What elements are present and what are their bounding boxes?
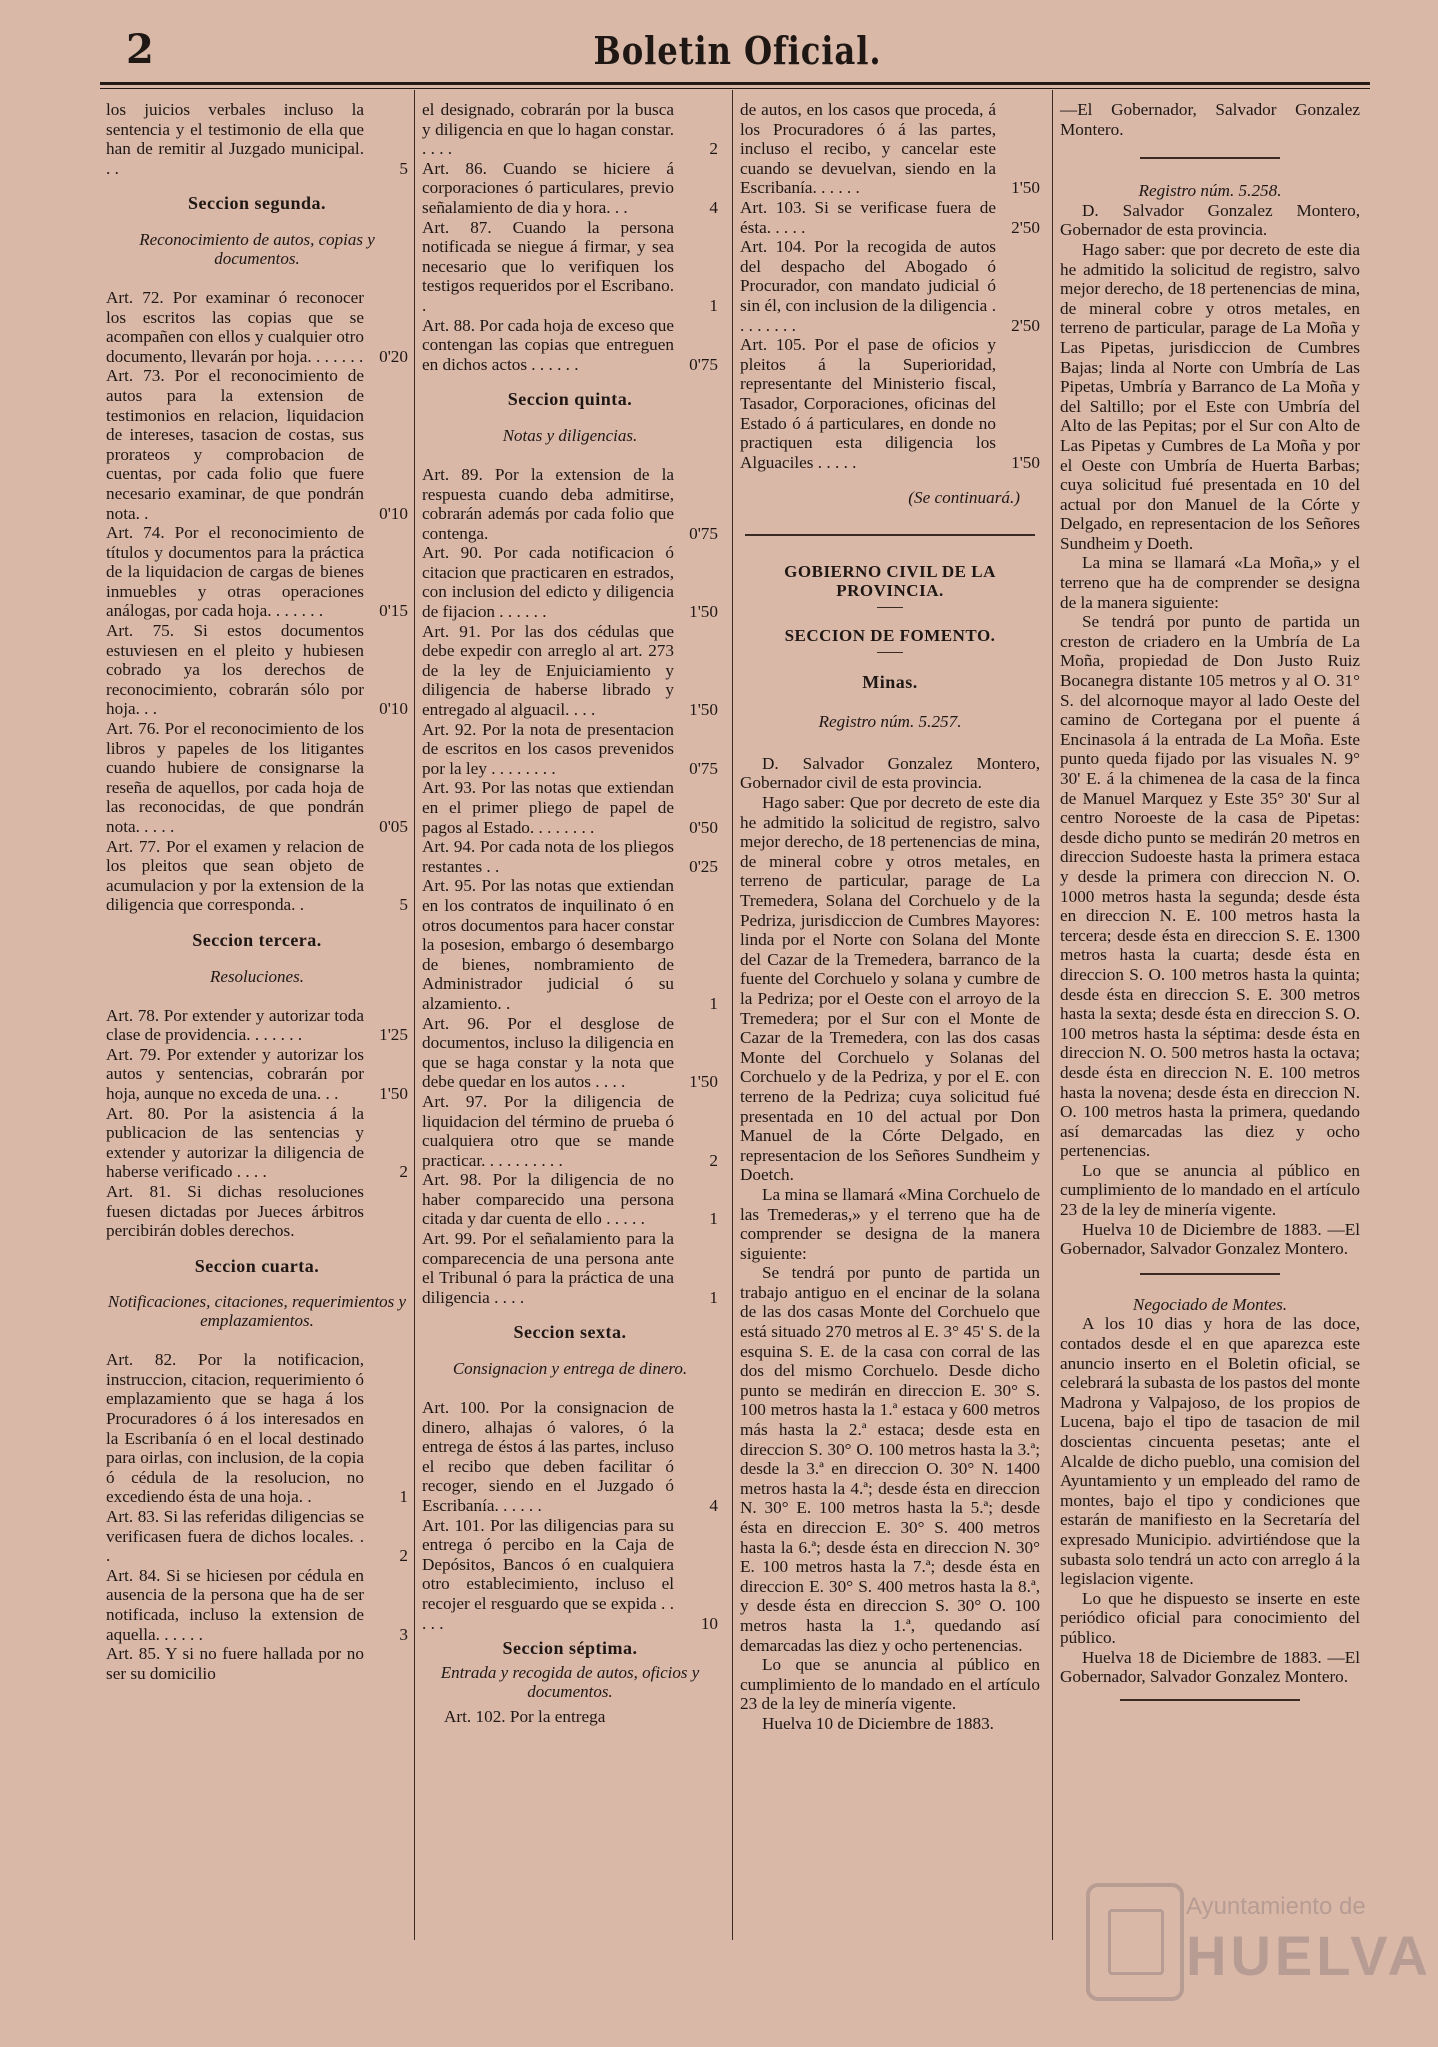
fee-text: Art. 82. Por la notificacion, instruccion, citacion, requerimiento ó emplazamiento que se haga á los Procuradores ó á los interesados en la Escribanía ó en el local destinado para oirlas, con inclusion, de la copia ó cédula de la resolucion, no excediendo ésta de una hoja. .	[106, 1350, 364, 1507]
section-subtitle: Resoluciones.	[210, 966, 304, 986]
section-subtitle: Notificaciones, citaciones, requerimientos y emplazamientos.	[107, 1292, 407, 1331]
fee-value: 5	[399, 895, 408, 915]
fee-item	[106, 366, 408, 523]
column-divider	[414, 90, 415, 1940]
fee-text: de autos, en los casos que proceda, á los Procuradores ó á las partes, incluso el recibo, y cancelar este cuando se devuelvan, siendo en la Escribanía. . . . . .	[740, 100, 996, 198]
section-subtitle: Reconocimiento de autos, copias y documentos.	[139, 229, 375, 268]
section-title: Seccion tercera.	[192, 929, 322, 950]
fee-item	[422, 720, 718, 779]
watermark-logo	[1086, 1873, 1432, 2013]
fee-text: Art. 104. Por la recogida de autos del despacho del Abogado ó Procurador, con mandato judicial ó sin él, con inclusion de la diligencia . . . . . . . .	[740, 237, 996, 335]
fee-text: Art. 89. Por la extension de la respuesta cuando deba admitirse, cobrarán además por cada folio que contenga.	[422, 464, 674, 543]
fee-item	[422, 316, 718, 375]
dash-rule	[877, 652, 903, 653]
header-rule-thin	[100, 88, 1370, 89]
column-divider	[1052, 90, 1053, 1940]
fee-value: 1'50	[689, 1072, 718, 1092]
notice-text	[1060, 201, 1360, 1259]
page-number: 2	[126, 26, 154, 73]
fee-list	[422, 100, 718, 374]
fee-item	[422, 1014, 718, 1092]
notice-paragraph: La mina se llamará «La Moña,» y el terreno que ha de comprender se designa de la manera siguiente:	[1060, 553, 1360, 612]
fee-text: Art. 100. Por la consignacion de dinero, alhajas ó valores, ó la entrega de éstos á las partes, incluso el recibo que deben facilitar ó recoger, siendo en el Juzgado ó Escribanía. . . . . .	[422, 1398, 674, 1515]
article-text: Art. 102. Por la entrega	[444, 1706, 606, 1726]
fee-value: 0'05	[379, 817, 408, 836]
fomento-heading: SECCION DE FOMENTO.	[784, 626, 996, 646]
fee-text: Art. 77. Por el examen y relacion de los pleitos que sean objeto de acumulacion y por la extension de la diligencia que corresponda. .	[106, 836, 364, 915]
fee-item	[422, 1516, 718, 1634]
column-3	[740, 100, 1040, 1734]
fee-text: Art. 88. Por cada hoja de exceso que contengan las copias que entreguen en dichos actos . . . . . .	[422, 315, 674, 374]
fee-item	[106, 1182, 408, 1241]
fee-text: Art. 90. Por cada notificacion ó citacion que practicaren en estrados, con inclusion del edicto y diligencia de fijacion . . . . . .	[422, 543, 674, 622]
column-4	[1060, 100, 1360, 1701]
column-1	[106, 100, 408, 1683]
continued-note: (Se continuará.)	[908, 488, 1020, 508]
fee-value: 2	[399, 1546, 408, 1566]
fee-list	[106, 1006, 408, 1241]
notice-paragraph: Huelva 10 de Diciembre de 1883. —El Gobernador, Salvador Gonzalez Montero.	[1060, 1219, 1360, 1259]
fee-item	[422, 543, 718, 621]
notice-text	[1060, 1314, 1360, 1686]
fee-value: 0'10	[379, 503, 408, 523]
fee-item	[422, 622, 718, 720]
fee-text: Art. 96. Por el desglose de documentos, incluso la diligencia en que se haga constar y la nota que debe quedar en los autos . . . .	[422, 1013, 674, 1092]
fee-value: 2'50	[1011, 315, 1040, 335]
fee-value: 1	[709, 1209, 718, 1229]
page-header	[110, 24, 1365, 80]
fee-text: Art. 85. Y si no fuere hallada por no ser su domicilio	[106, 1644, 364, 1683]
fee-value: 4	[709, 1496, 718, 1515]
fee-text: Art. 95. Por las notas que extiendan en los contratos de inquilinato ó en otros documentos para hacer constar la posesion, embargo ó desembargo de bienes, nombramiento de Administrador judicial ó su alzamiento. .	[422, 876, 674, 1013]
notice-paragraph: Hago saber: Que por decreto de este dia he admitido la solicitud de registro, salvo mejor derecho, de 18 pertenencias de mina, de mineral cobre y otros metales, en terreno de particular, parage de La Tremedera, Solana del Corchuelo y de la Pedriza, jurisdiccion de Cumbres Mayores: linda por el Norte con Solana del Monte del Cazar de la Tremedera, barranco de la fuente del Corchuelo y solana y cumbre de la Pedriza; por el Oeste con el arroyo de la Tremedera; por el Sur con el Monte de Cazar de la Tremedera, con las dos casas Monte del Corchuelo y Solanas del Corchuelo y de la Pedriza, y por el E. con terreno de la Pedriza; cuya solicitud fué presentada en 10 del actual por Don Manuel de la Córte Delgado, en representacion de los Señores Sundheim y Doetch.	[740, 793, 1040, 1185]
fee-item	[422, 465, 718, 543]
fee-text: Art. 86. Cuando se hiciere á corporaciones ó particulares, previo señalamiento de dia y hora. . .	[422, 158, 674, 217]
notice-paragraph: Se tendrá por punto de partida un creston de criadero en la Umbría de La Moña, propiedad de Don Justo Ruiz Bocanegra distante 105 metros y al O. 31° S. del alcornoque mayor al lado Oeste del camino de Cortegana por el puente á Encinasola á la entrada de La Moña. Este punto queda fijado por las visuales N. 9° 30' E. á la chimenea de la casa de la finca de Manuel Marquez y Este 35° 30' Sur al centro Noroeste de la casa de Pipetas: desde dicho punto se medirán 20 metros en direccion Sudoeste hasta la primera estaca y desde la primera con direccion N. O. 1000 metros hasta la segunda; desde ésta en direccion N. E. 100 metros hasta la tercera; desde ésta en direccion S. E. 1300 metros hasta la cuarta; desde ésta en direccion S. O. 100 metros hasta la quinta; desde ésta en direccion S. E. 300 metros hasta la sexta; desde ésta en direccion S. O. 100 metros hasta la séptima: desde ésta en direccion N. O. 500 metros hasta la octava; desde ésta en direccion N. E. 100 metros hasta la novena; desde ésta en direccion N. O. 100 metros hasta la primera, quedando así demarcadas las diez y ocho pertenencias.	[1060, 612, 1360, 1161]
notice-paragraph: Lo que he dispuesto se inserte en este periódico oficial para conocimiento del público.	[1060, 1588, 1360, 1647]
gobierno-heading: GOBIERNO CIVIL DE LA PROVINCIA.	[784, 561, 996, 601]
notice-paragraph: Huelva 10 de Diciembre de 1883.	[762, 1713, 994, 1733]
fee-value: 3	[399, 1624, 408, 1644]
fee-item	[106, 1566, 408, 1644]
watermark-line: Ayuntamiento de	[1186, 1893, 1366, 1920]
section-title: Minas.	[862, 671, 918, 692]
section-rule	[745, 534, 1035, 536]
fee-text: Art. 101. Por las diligencias para su entrega ó percibo en la Caja de Depósitos, Bancos ó en cualquiera otro establecimiento, incluso el recojer el resguardo que se expida . . . . .	[422, 1515, 674, 1633]
section-subtitle: Notas y diligencias.	[502, 425, 638, 445]
fee-item	[422, 876, 718, 1013]
fee-value: 2	[399, 1162, 408, 1182]
fee-text: Art. 72. Por examinar ó reconocer los escritos las copias que se acompañen con ellos y cualquier otro documento, llevarán por hoja. . . . . . .	[106, 287, 364, 366]
fee-value: 1	[709, 1287, 718, 1307]
fee-item	[106, 837, 408, 915]
column-divider	[732, 90, 733, 1940]
section-subtitle: Entrada y recogida de autos, oficios y documentos.	[440, 1662, 700, 1701]
section-subtitle: Consignacion y entrega de dinero.	[452, 1359, 688, 1379]
fee-item	[106, 1507, 408, 1566]
fee-text: Art. 74. Por el reconocimiento de títulos y documentos para la práctica de la liquidacion de cargas de bienes inmuebles y otras operaciones análogas, por cada hoja. . . . . . .	[106, 523, 364, 621]
fee-item	[422, 1092, 718, 1170]
fee-item	[422, 1229, 718, 1307]
fee-value: 1'50	[689, 602, 718, 622]
fee-item	[422, 159, 718, 218]
registro-number: Registro núm. 5.257.	[818, 712, 962, 732]
negociado-heading: Negociado de Montes.	[1132, 1294, 1288, 1314]
fee-item	[740, 100, 1040, 198]
fee-item	[106, 100, 408, 178]
fee-value: 0'15	[379, 601, 408, 621]
fee-item	[422, 837, 718, 876]
fee-value: 1	[709, 993, 718, 1013]
fee-text: Art. 80. Por la asistencia á la publicacion de las sentencias y extender y autorizar la diligencia de haberse verificado . . . .	[106, 1103, 364, 1182]
fee-text: Art. 103. Si se verificase fuera de ésta. . . . .	[740, 197, 996, 237]
notice-text	[740, 754, 1040, 1734]
notice-paragraph: Lo que se anuncia al público en cumplimiento de lo mandado en el artículo 23 de la ley de minería vigente.	[740, 1655, 1040, 1714]
fee-value: 0'75	[689, 523, 718, 543]
fee-value: 2	[709, 1150, 718, 1170]
fee-value: 0'50	[689, 817, 718, 837]
fee-list	[740, 100, 1040, 472]
fee-item	[422, 1170, 718, 1229]
fee-text: Art. 98. Por la diligencia de no haber comparecido una persona citada y dar cuenta de ello . . . . .	[422, 1170, 674, 1229]
section-rule	[1140, 1273, 1280, 1275]
header-rule	[100, 82, 1370, 85]
fee-item	[106, 719, 408, 837]
section-title: Seccion sexta.	[513, 1322, 627, 1343]
fee-value: 1'50	[689, 700, 718, 720]
notice-paragraph: Huelva 18 de Diciembre de 1883. —El Gobernador, Salvador Gonzalez Montero.	[1060, 1647, 1360, 1687]
fee-value: 2	[709, 139, 718, 159]
fee-text: Art. 75. Si estos documentos estuviesen en el pleito y hubiesen cobrado ya los derechos de reconocimiento, cobrarán sólo por hoja. . .	[106, 621, 364, 719]
dash-rule	[877, 607, 903, 608]
page-title: Boletin Oficial.	[593, 28, 882, 73]
fee-value: 1'50	[1011, 178, 1040, 198]
section-title: Seccion cuarta.	[194, 1255, 320, 1276]
fee-value: 0'20	[379, 346, 408, 366]
notice-paragraph: Hago saber: que por decreto de este dia he admitido la solicitud de registro, salvo mejor derecho, de 18 pertenencias de mina, de mineral cobre y otros metales, en terreno de particular, parage de La Moña y Las Pipetas, jurisdiccion de Cumbres Bajas; linda al Norte con Umbría de Las Pipetas, Umbría y Barranco de La Moña y del Saltillo; por el Este con Umbría del Alto de las Pepitas; por el Sur con Alto de Las Pipetas y Cumbres de La Moña y por el Oeste con Umbría de Huerta Barbas; cuya solicitud fué presentada en 10 del actual por don Manuel de la Córte y Delgado, en representacion de los Señores Sundheim y Doeth.	[1060, 239, 1360, 553]
fee-value: 5	[399, 158, 408, 178]
crest-icon	[1086, 1883, 1184, 2001]
fee-item	[740, 237, 1040, 335]
fee-value: 1'25	[379, 1025, 408, 1045]
fee-text: Art. 97. Por la diligencia de liquidacion del término de prueba ó cualquiera otro que se mande practicar. . . . . . . . . .	[422, 1091, 674, 1170]
fee-item	[106, 288, 408, 366]
signoff: —El Gobernador, Salvador Gonzalez Montero.	[1060, 100, 1360, 139]
fee-text: Art. 91. Por las dos cédulas que debe expedir con arreglo al art. 273 de la ley de Enjuiciamiento y diligencia de haberse librado y entregado al alguacil. . . .	[422, 621, 674, 720]
registro-number: Registro núm. 5.258.	[1138, 181, 1282, 201]
fee-list	[106, 288, 408, 915]
section-rule	[1140, 157, 1280, 159]
fee-text: Art. 94. Por cada nota de los pliegos restantes . .	[422, 837, 674, 876]
column-2	[422, 100, 718, 1726]
fee-item	[106, 621, 408, 719]
fee-value: 0'75	[689, 354, 718, 374]
fee-text: Art. 83. Si las referidas diligencias se verificasen fuera de dichos locales. . .	[106, 1507, 364, 1566]
fee-text: Art. 78. Por extender y autorizar toda clase de providencia. . . . . . .	[106, 1005, 364, 1045]
fee-value: 4	[709, 197, 718, 217]
fee-item	[422, 218, 718, 316]
fee-item	[106, 1006, 408, 1045]
section-title: Seccion quinta.	[507, 389, 633, 410]
fee-text: Art. 93. Por las notas que extiendan en el primer pliego de papel de pagos al Estado. . . . . . . .	[422, 778, 674, 837]
fee-value: 1'50	[1011, 452, 1040, 472]
section-title: Seccion séptima.	[502, 1638, 638, 1659]
fee-list	[422, 1398, 718, 1633]
fee-text: Art. 92. Por la nota de presentacion de escritos en los casos prevenidos por la ley . . . . . . . .	[422, 719, 674, 778]
notice-paragraph: Lo que se anuncia al público en cumplimiento de lo mandado en el artículo 23 de la ley de minería vigente.	[1060, 1160, 1360, 1220]
fee-item	[106, 1350, 408, 1507]
fee-item	[740, 198, 1040, 237]
fee-text: Art. 73. Por el reconocimiento de autos para la extension de testimonios en relacion, liquidacion de intereses, tasacion de costas, sus prorateos y comprobacion de cuentas, por cada folio que fuere necesario examinar, de que pondrán nota. .	[106, 366, 364, 523]
fee-item	[422, 778, 718, 837]
section-title: Seccion segunda.	[187, 193, 327, 214]
section-rule	[1120, 1699, 1300, 1701]
notice-paragraph: La mina se llamará «Mina Corchuelo de las Tremederas,» y el terreno que ha de comprender se designa de la manera siguiente:	[740, 1184, 1040, 1263]
fee-text: los juicios verbales incluso la sentencia y el testimonio de ella que han de remitir al Juzgado municipal. . .	[106, 100, 364, 178]
fee-value: 1	[709, 295, 718, 315]
fee-item	[740, 335, 1040, 472]
fee-item	[106, 1104, 408, 1182]
fee-item	[422, 1398, 718, 1516]
fee-text: Art. 84. Si se hiciesen por cédula en ausencia de la persona que ha de ser notificada, incluso la extension de aquella. . . . . .	[106, 1565, 364, 1644]
watermark-line: HUELVA	[1186, 1924, 1432, 1987]
fee-text: Art. 87. Cuando la persona notificada se niegue á firmar, y sea necesario que lo verifiquen los testigos requeridos por el Escribano. .	[422, 217, 674, 315]
notice-paragraph: D. Salvador Gonzalez Montero, Gobernador de esta provincia.	[1060, 200, 1360, 240]
fee-item	[106, 523, 408, 621]
fee-text: Art. 81. Si dichas resoluciones fuesen dictadas por Jueces árbitros percibirán dobles derechos.	[106, 1181, 364, 1241]
notice-paragraph: A los 10 dias y hora de las doce, contados desde el en que aparezca este anuncio inserto en el Boletin oficial, se celebrará la subasta de los pastos del monte Madrona y Valpajoso, de los propios de Lucena, bajo el tipo de tasacion de mil doscientas cincuenta pesetas; ante el Alcalde de dicho pueblo, una comision del Ayuntamiento y un empleado del ramo de montes, bajo el tipo y condiciones que estarán de manifiesto en la Secretaría del expresado Municipio. advirtiéndose que la subasta solo tendrá un acto con arreglo á la legislacion vigente.	[1060, 1314, 1360, 1589]
notice-paragraph: D. Salvador Gonzalez Montero, Gobernador civil de esta provincia.	[740, 753, 1040, 793]
fee-value: 10	[700, 1613, 718, 1633]
fee-text: Art. 79. Por extender y autorizar los autos y sentencias, cobrarán por hoja, aunque no exceda de una. . .	[106, 1044, 364, 1103]
fee-text: Art. 105. Por el pase de oficios y pleitos á la Superioridad, representante del Ministerio fiscal, Tasador, Corporaciones, oficinas del Estado ó á particulares, en donde no practiquen esta diligencia los Alguaciles . . . . .	[740, 335, 996, 472]
fee-value: 1'50	[379, 1083, 408, 1103]
fee-value: 0'10	[379, 699, 408, 719]
fee-text: Art. 76. Por el reconocimiento de los libros y papeles de los litigantes cuando hubiere de consignarse la reseña de aquellos, por cada hoja de las reconocidas, de que pondrán nota. . . . .	[106, 719, 364, 836]
fee-value: 0'25	[689, 856, 718, 876]
fee-item	[422, 100, 718, 159]
fee-value: 1	[399, 1487, 408, 1507]
fee-list	[106, 1350, 408, 1683]
fee-item	[106, 1644, 408, 1683]
fee-list	[422, 465, 718, 1308]
notice-paragraph: Se tendrá por punto de partida un trabajo antiguo en el encinar de la solana de las dos casas Monte del Corchuelo que está situado 270 metros al E. 3° 45' S. de la esquina S. E. de la casa con corral de las dos del mismo Corchuelo. Desde dicho punto se medirán en direccion E. 30° S. 100 metros hasta la 1.ª estaca y 600 metros más hasta la 2.ª estaca; desde esta en direccion S. 30° O. 100 metros hasta la 3.ª; desde la 3.ª en direccion O. 30° N. 1400 metros hasta la 4.ª; desde ésta en direccion N. 30° E. 100 metros hasta la 5.ª; desde ésta en direccion E. 30° S. 400 metros hasta la 6.ª; desde ésta en direccion N. 30° E. 100 metros hasta la 7.ª; desde ésta en direccion E. 30° S. 400 metros hasta la 8.ª, y desde ésta en direccion S. 30° O. 100 metros hasta la 1.ª, quedando así demarcadas las diez y ocho pertenencias.	[740, 1263, 1040, 1655]
fee-text: Art. 99. Por el señalamiento para la comparecencia de una persona ante el Tribunal ó para la práctica de una diligencia . . . .	[422, 1229, 674, 1307]
fee-value: 2'50	[1011, 217, 1040, 237]
fee-item	[106, 1045, 408, 1104]
fee-text: el designado, cobrarán por la busca y diligencia en que lo hagan constar. . . . .	[422, 100, 674, 159]
fee-value: 0'75	[689, 758, 718, 778]
